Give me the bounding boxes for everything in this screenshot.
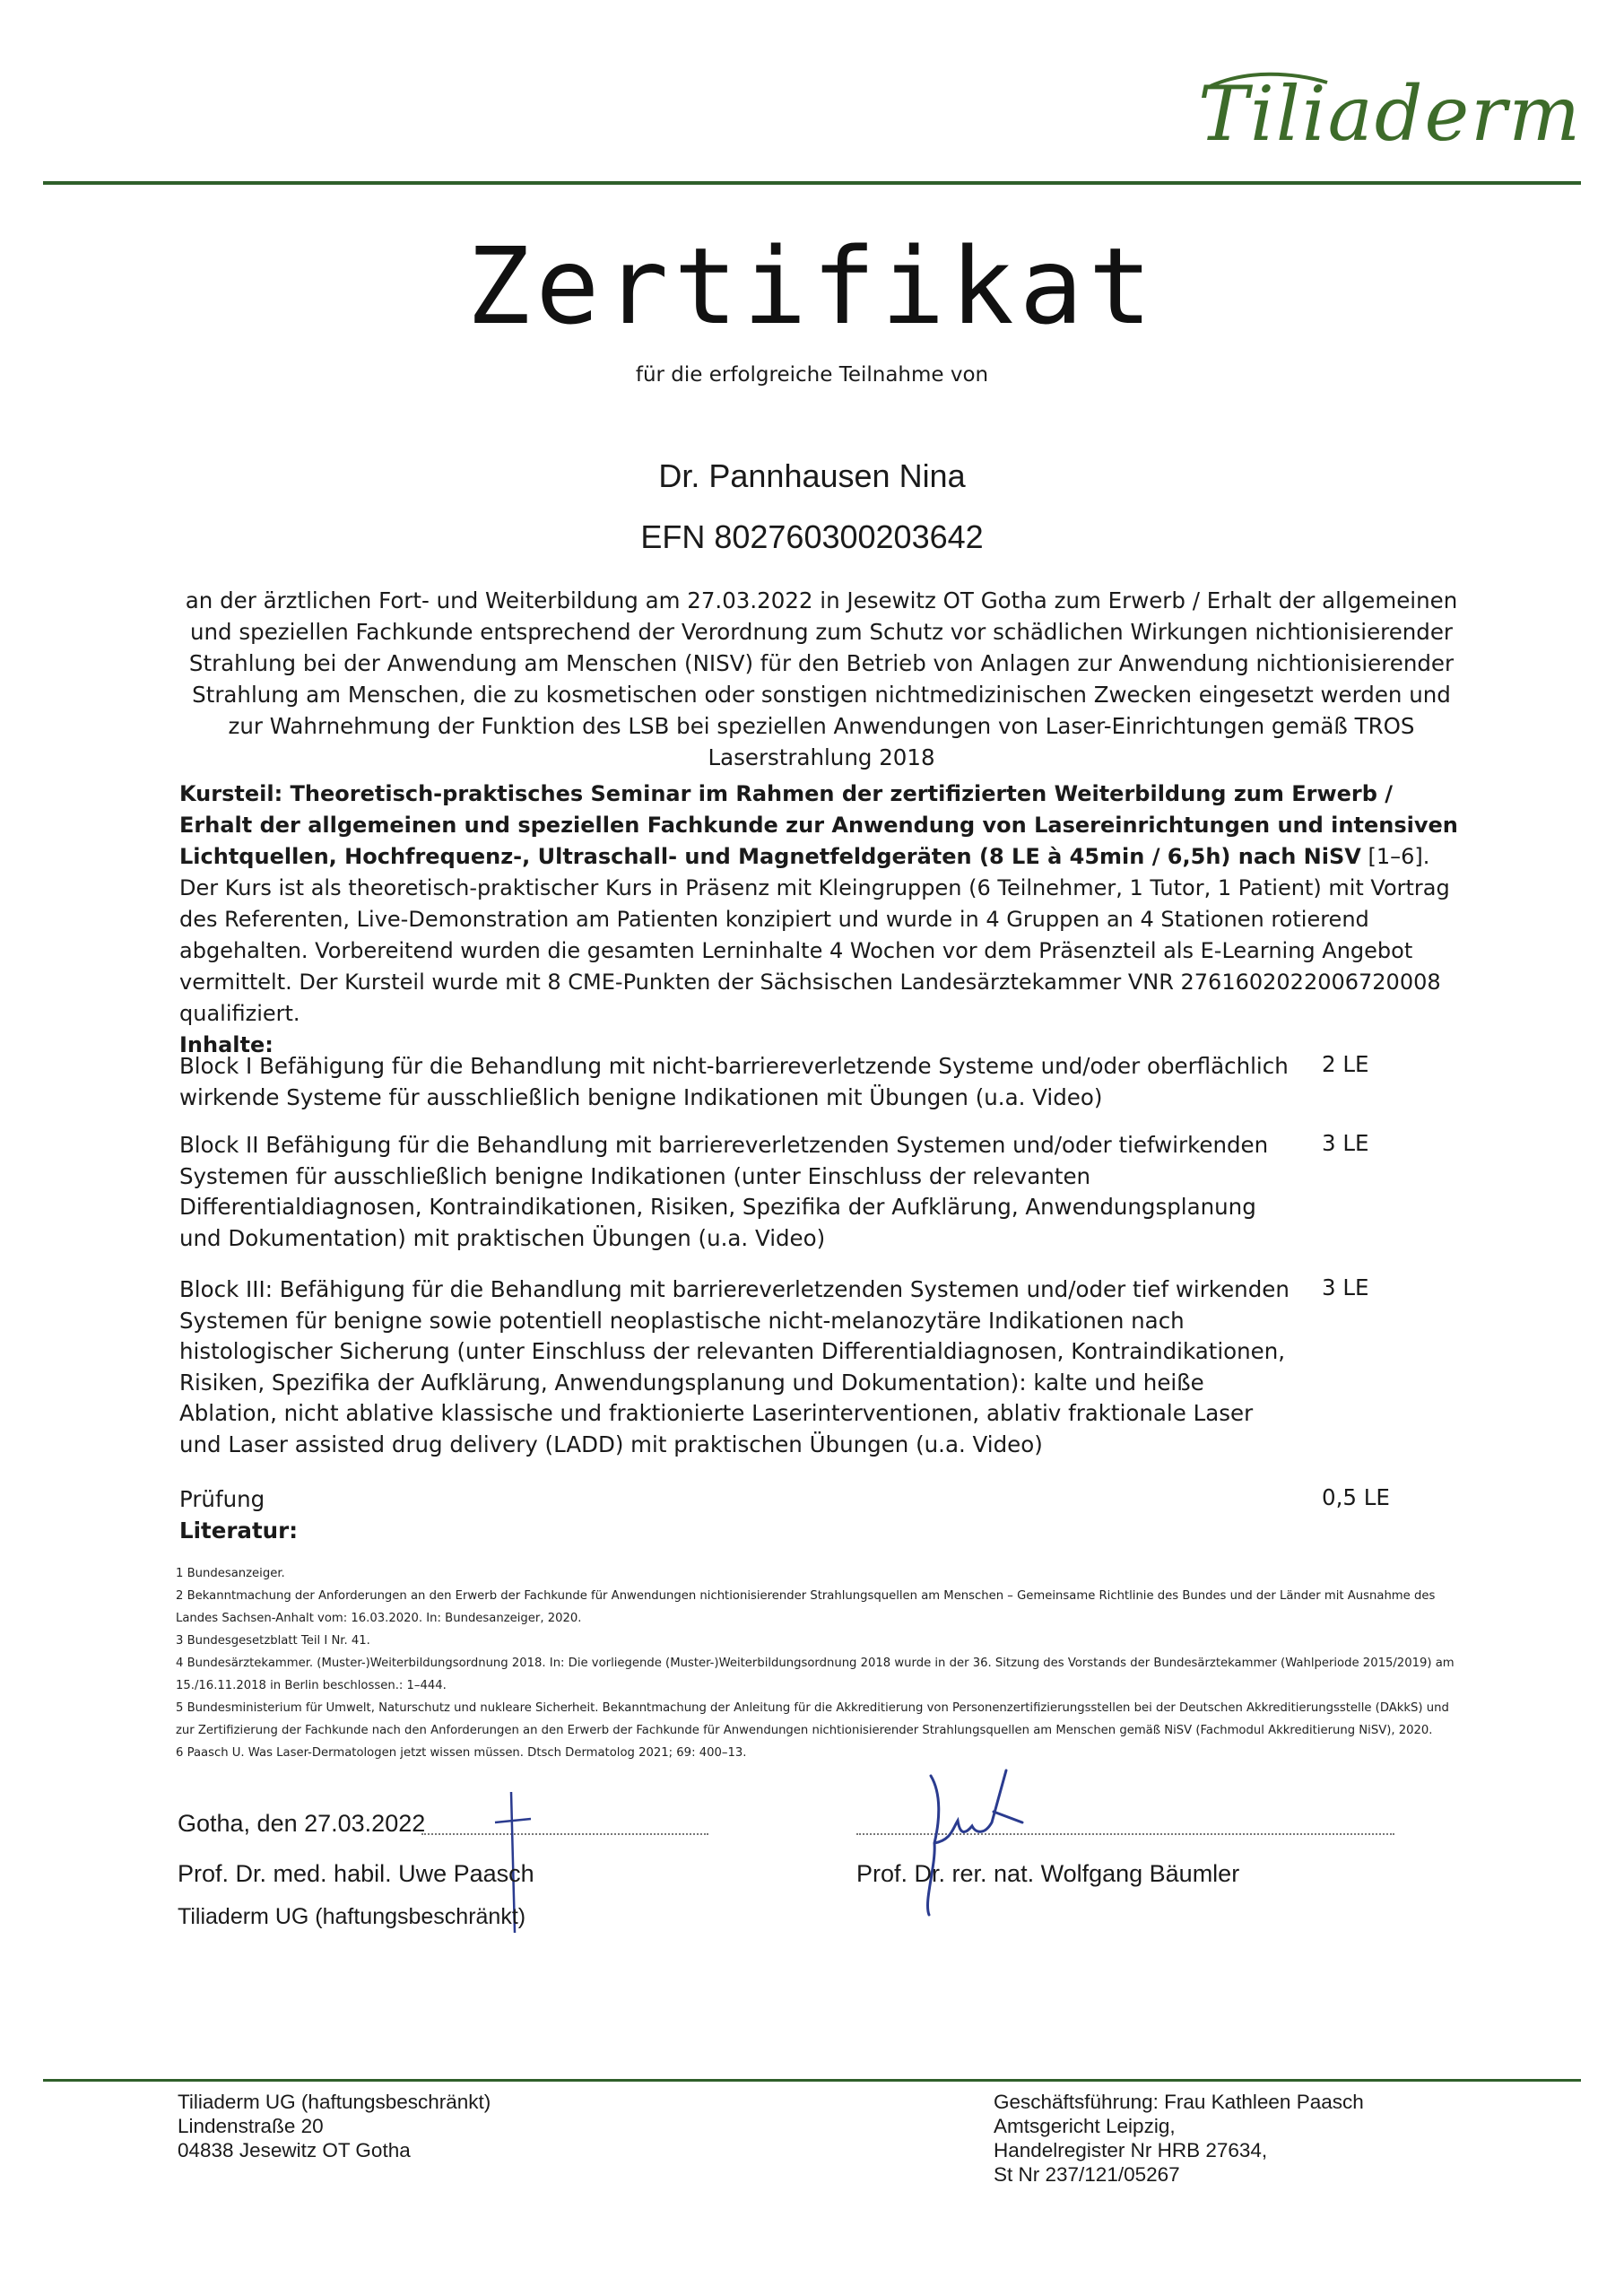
references xyxy=(176,1562,1467,1764)
brand-logo xyxy=(1193,61,1582,169)
intro-paragraph: an der ärztlichen Fort- und Weiterbildung am 27.03.2022 in Jesewitz OT Gotha zum Erwerb / Erhalt der allgemeinen und speziellen Fachkunde entsprechend der Verordnung zum Schutz vor schädlichen Wirkungen nichtionisierender Strahlung bei der Anwendung am Menschen (NISV) für den Betrieb von Anlagen zur Anwendung nichtionisierender Strahlung am Menschen, die zu kosmetischen oder sonstigen nichtmedizinischen Zwecken eingesetzt werden und zur Wahrnehmung der Funktion des LSB bei speziellen Anwendungen von Laser-Einrichtungen gemäß TROS Laserstrahlung 2018 xyxy=(185,587,1458,770)
participant-efn: EFN 802760300203642 xyxy=(640,518,984,555)
footer-management: Geschäftsführung: Frau Kathleen Paasch xyxy=(994,2091,1364,2113)
literature-label: Literatur: xyxy=(179,1518,298,1544)
footer-registry xyxy=(994,2090,1364,2187)
reference-item: 5 Bundesministerium für Umwelt, Naturschutz und nukleare Sicherheit. Bekanntmachung der Anleitung für die Akkreditierung von Personenzertifizierungsstellen bei der Deutschen Akkreditierungsstelle (DAkkS) und zur Zertifizierung der Fachkunde nach den Anforderungen an den Erwerb der Fachkunde für Anwendungen nichtionisierender Strahlungsquellen am Menschen gemäß NiSV (Fachmodul Akkreditierung NiSV), 2020. xyxy=(176,1701,1449,1737)
footer-company-name: Tiliaderm UG (haftungsbeschränkt) xyxy=(178,2091,491,2113)
right-signature-mark-icon xyxy=(888,1758,1058,1928)
block-1-text: Block I Befähigung für die Behandlung mit nicht-barriereverletzende Systeme und/oder oberflächlich wirkende Systeme für ausschließlich benigne Indikationen mit Übungen (u.a. Video) xyxy=(179,1053,1289,1110)
participant-name: Dr. Pannhausen Nina xyxy=(658,457,966,494)
place-date: Gotha, den 27.03.2022 xyxy=(178,1810,426,1837)
certificate-subtitle: für die erfolgreiche Teilnahme von xyxy=(635,363,989,387)
reference-item: 1 Bundesanzeiger. xyxy=(176,1567,285,1580)
block-2-text: Block II Befähigung für die Behandlung mit barriereverletzenden Systemen und/oder tiefwirkenden Systemen für ausschließlich benigne Indikationen (unter Einschluss der relevanten Differentialdiagnosen, Kontraindikationen, Risiken, Spezifika der Aufklärung, Anwendungsplanung und Dokumentation) mit praktischen Übungen (u.a. Video) xyxy=(179,1132,1269,1251)
footer-tax: St Nr 237/121/05267 xyxy=(994,2163,1180,2186)
footer-city: 04838 Jesewitz OT Gotha xyxy=(178,2139,411,2161)
footer-register: Handelregister Nr HRB 27634, xyxy=(994,2139,1268,2161)
exam-label: Prüfung xyxy=(179,1486,265,1512)
certificate-title: Zertifikat xyxy=(466,224,1158,348)
header-divider xyxy=(43,181,1581,185)
contents-label: Inhalte: xyxy=(179,1032,274,1057)
right-signatory-name: Prof. Dr. rer. nat. Wolfgang Bäumler xyxy=(856,1860,1240,1887)
left-signatory-name: Prof. Dr. med. habil. Uwe Paasch xyxy=(178,1860,534,1887)
footer-street: Lindenstraße 20 xyxy=(178,2115,324,2137)
block-2-le: 3 LE xyxy=(1322,1130,1369,1156)
reference-item: 2 Bekanntmachung der Anforderungen an den Erwerb der Fachkunde für Anwendungen nichtionisierender Strahlungsquellen am Menschen – Gemeinsame Richtlinie des Bundes und der Länder mit Ausnahme des Landes Sachsen-Anhalt vom: 16.03.2020. In: Bundesanzeiger, 2020. xyxy=(176,1589,1436,1625)
reference-item: 3 Bundesgesetzblatt Teil I Nr. 41. xyxy=(176,1634,370,1648)
block-1-le: 2 LE xyxy=(1322,1051,1369,1077)
course-description xyxy=(179,778,1462,1061)
exam-le: 0,5 LE xyxy=(1322,1484,1390,1510)
course-details: [1–6]. Der Kurs ist als theoretisch-praktischer Kurs in Präsenz mit Kleingruppen (6 Teilnehmer, 1 Tutor, 1 Patient) mit Vortrag des Referenten, Live-Demonstration am Patienten konzipiert und wurde in 4 Gruppen an 4 Stationen rotierend abgehalten. Vorbereitend wurden die gesamten Lerninhalte 4 Wochen vor dem Präsenzteil als E-Learning Angebot vermittelt. Der Kursteil wurde mit 8 CME-Punkten der Sächsischen Landesärztekammer VNR 2761602022006720008 qualifiziert. xyxy=(179,844,1450,1026)
footer-company xyxy=(178,2090,491,2162)
block-3-le: 3 LE xyxy=(1322,1274,1369,1300)
footer-divider xyxy=(43,2079,1581,2082)
tiliaderm-logo-icon xyxy=(1193,61,1582,169)
footer-court: Amtsgericht Leipzig, xyxy=(994,2115,1176,2137)
reference-item: 4 Bundesärztekammer. (Muster-)Weiterbildungsordnung 2018. In: Die vorliegende (Muster-)Weiterbildungsordnung 2018 wurde in der 36. Sitzung des Vorstands der Bundesärztekammer (Wahlperiode 2015/2019) am 15./16.11.2018 in Berlin beschlossen.: 1–444. xyxy=(176,1657,1455,1692)
course-heading: Kursteil: Theoretisch-praktisches Seminar im Rahmen der zertifizierten Weiterbildung zum Erwerb / Erhalt der allgemeinen und speziellen Fachkunde zur Anwendung von Lasereinrichtungen und intensiven Lichtquellen, Hochfrequenz-, Ultraschall- und Magnetfeldgeräten (8 LE à 45min / 6,5h) nach NiSV xyxy=(179,781,1458,869)
left-signature-line xyxy=(421,1833,708,1835)
block-3-text: Block III: Befähigung für die Behandlung mit barriereverletzenden Systemen und/oder tief wirkenden Systemen für benigne sowie potentiell neoplastische nicht-melanozytäre Indikationen nach histologischer Sicherung (unter Einschluss der relevanten Differentialdiagnosen, Kontraindikationen, Risiken, Spezifika der Aufklärung, Anwendungsplanung und Dokumentation): kalte und heiße Ablation, nicht ablative klassische und fraktionierte Laserinterventionen, ablativ fraktionale Laser und Laser assisted drug delivery (LADD) mit praktischen Übungen (u.a. Video) xyxy=(179,1276,1290,1457)
left-signatory-org: Tiliaderm UG (haftungsbeschränkt) xyxy=(178,1904,526,1929)
logo-wordmark: Tiliaderm xyxy=(1198,70,1582,158)
reference-item: 6 Paasch U. Was Laser-Dermatologen jetzt wissen müssen. Dtsch Dermatolog 2021; 69: 400–13. xyxy=(176,1746,747,1760)
